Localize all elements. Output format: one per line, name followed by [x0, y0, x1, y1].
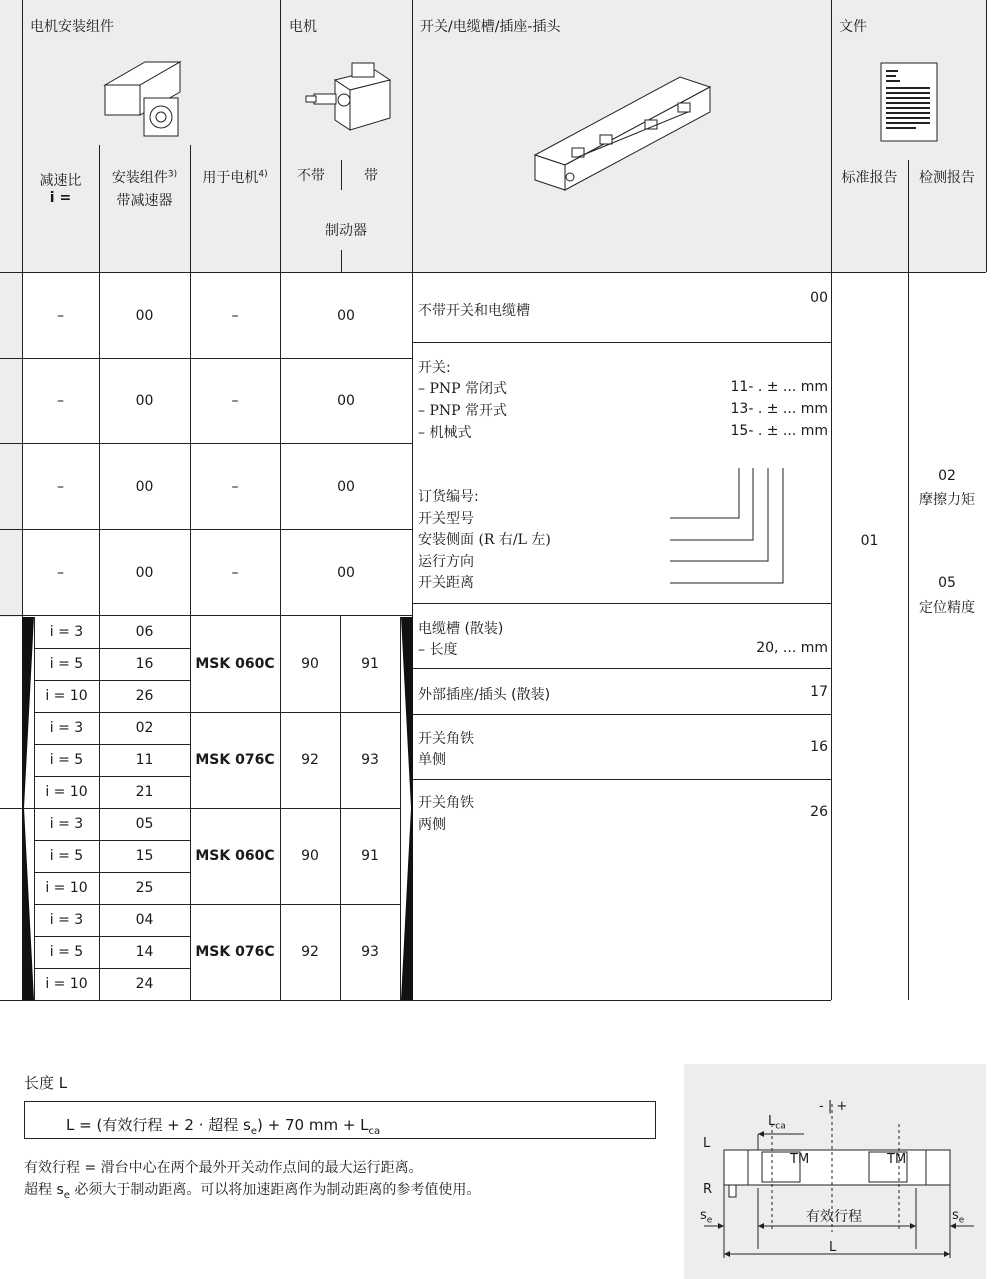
diagram-se-right: $s_e$ [952, 1208, 965, 1226]
gear-with: 93 [361, 752, 379, 768]
ratio-cell: – [57, 308, 64, 324]
kit-cell: 00 [135, 393, 154, 409]
diagram-L-bottom: L [829, 1240, 837, 1255]
diagram-tm-1: TM [790, 1152, 810, 1167]
header-without: 不带 [297, 168, 325, 184]
bracket2-title: 开关角铁 [418, 795, 474, 811]
diagram-se-left: $s_e$ [700, 1208, 713, 1226]
diagram-tm-2: TM [887, 1152, 907, 1167]
gear-ratio: i = 5 [49, 752, 84, 768]
gear-kit: 24 [135, 976, 154, 992]
header-motor: 电机 [289, 19, 317, 35]
switch-mech: – 机械式 [418, 425, 472, 441]
gear-motor: MSK 076C [195, 944, 275, 960]
order-code-leader-lines [665, 466, 795, 588]
ratio-cell: – [57, 565, 64, 581]
switch-mech-code: 15- . ± ... mm [730, 423, 828, 439]
kit-cell: 00 [135, 565, 154, 581]
brake-cell: 00 [337, 393, 355, 409]
header-with: 带 [364, 168, 378, 184]
motor-cell: – [231, 479, 239, 495]
left-stub-bg [0, 272, 22, 617]
order-side: 安装侧面 (R 右/L 左) [418, 532, 551, 548]
gear-kit: 15 [135, 848, 154, 864]
std-report-code: 01 [860, 533, 879, 549]
bracket1-code: 16 [810, 739, 828, 755]
header-mount-kit: 电机安装组件 [30, 19, 114, 35]
motor-illustration [300, 60, 400, 135]
gear-kit: 06 [135, 624, 154, 640]
length-title: 长度 L [24, 1074, 68, 1092]
cable-channel-length: – 长度 [418, 642, 458, 658]
gear-ratio: i = 3 [49, 624, 84, 640]
no-switch-code: 00 [810, 290, 828, 306]
switch-pnp-nc: – PNP 常闭式 [418, 381, 507, 397]
right-brace-shape [400, 617, 414, 1000]
ratio-cell: – [57, 479, 64, 495]
brake-cell: 00 [337, 565, 355, 581]
bracket1-title: 开关角铁 [418, 731, 474, 747]
header-ratio-i: i = [49, 190, 72, 206]
gear-ratio: i = 10 [45, 880, 88, 896]
switch-pnp-no-code: 13- . ± ... mm [730, 401, 828, 417]
gear-ratio: i = 3 [49, 816, 84, 832]
gear-with: 91 [361, 656, 379, 672]
header-docs: 文件 [839, 19, 867, 35]
switch-pnp-no: – PNP 常开式 [418, 403, 507, 419]
gear-kit: 14 [135, 944, 154, 960]
gear-ratio: i = 10 [45, 688, 88, 704]
gear-ratio: i = 10 [45, 976, 88, 992]
header-for-motor: 用于电机$^{4)}$ [202, 169, 268, 186]
switch-rail-illustration [530, 65, 720, 200]
header-kit-with-gear: 安装组件$^{3)}$ [111, 169, 178, 186]
socket-label: 外部插座/插头 (散装) [418, 687, 551, 703]
gear-without: 90 [301, 848, 319, 864]
mount-kit-illustration [100, 50, 190, 140]
length-formula: L = (有效行程 + 2 · 超程 $s_e) + 70$ mm + $L_{ca}$ [66, 1116, 381, 1137]
gear-ratio: i = 10 [45, 784, 88, 800]
no-switch-label: 不带开关和电缆槽 [418, 303, 530, 319]
length-note-1: 有效行程 = 滑台中心在两个最外开关动作点间的最大运行距离。 [24, 1160, 423, 1176]
test-report-label-2: 定位精度 [919, 600, 975, 616]
gear-without: 92 [301, 944, 319, 960]
brake-cell: 00 [337, 479, 355, 495]
header-ratio: 减速比 [39, 173, 82, 189]
motor-cell: – [231, 565, 239, 581]
document-icon [880, 62, 938, 142]
bracket1-sub: 单侧 [418, 752, 446, 768]
order-title: 订货编号: [418, 489, 479, 505]
diagram-effective: 有效行程 [806, 1209, 862, 1225]
order-dist: 开关距离 [418, 575, 474, 591]
test-report-code-1: 02 [938, 468, 956, 484]
diagram-R: R [703, 1182, 713, 1197]
gear-kit: 25 [135, 880, 154, 896]
kit-cell: 00 [135, 479, 154, 495]
gear-motor: MSK 060C [195, 848, 275, 864]
cable-channel-code: 20, ... mm [756, 640, 828, 656]
length-note-2: 超程 $s_e$ 必须大于制动距离。可以将加速距离作为制动距离的参考值使用。 [24, 1182, 481, 1201]
order-type: 开关型号 [418, 511, 474, 527]
gear-ratio: i = 5 [49, 848, 84, 864]
test-report-code-2: 05 [938, 575, 956, 591]
header-switch: 开关/电缆槽/插座-插头 [420, 19, 561, 35]
ratio-cell: – [57, 393, 64, 409]
left-brace-shape [22, 617, 36, 1000]
gear-ratio: i = 5 [49, 944, 84, 960]
gear-ratio: i = 3 [49, 720, 84, 736]
switch-pnp-nc-code: 11- . ± ... mm [730, 379, 828, 395]
diagram-minus-plus: - | + [819, 1099, 848, 1114]
gear-with: 93 [361, 944, 379, 960]
gear-kit: 16 [135, 656, 154, 672]
gear-kit: 04 [135, 912, 154, 928]
gear-ratio: i = 3 [49, 912, 84, 928]
header-std-report: 标准报告 [841, 170, 898, 186]
header-kit-gear-line2: 带减速器 [116, 193, 173, 209]
switch-title: 开关: [418, 360, 451, 376]
header-brake: 制动器 [325, 223, 367, 239]
gear-kit: 26 [135, 688, 154, 704]
gear-with: 91 [361, 848, 379, 864]
diagram-L-top: L [703, 1136, 711, 1151]
cable-channel-title: 电缆槽 (散装) [418, 621, 504, 637]
diagram-lca: $L_{ca}$ [768, 1114, 786, 1132]
gear-ratio: i = 5 [49, 656, 84, 672]
brake-cell: 00 [337, 308, 355, 324]
motor-cell: – [231, 308, 239, 324]
gear-without: 92 [301, 752, 319, 768]
test-report-label-1: 摩擦力矩 [919, 492, 975, 508]
motor-cell: – [231, 393, 239, 409]
bracket2-code: 26 [810, 804, 828, 820]
header-test-report: 检测报告 [919, 170, 975, 186]
gear-motor: MSK 060C [195, 656, 275, 672]
gear-kit: 11 [135, 752, 154, 768]
gear-kit: 05 [135, 816, 154, 832]
gear-kit: 21 [135, 784, 154, 800]
gear-motor: MSK 076C [195, 752, 275, 768]
gear-kit: 02 [135, 720, 154, 736]
bracket2-sub: 两侧 [418, 817, 446, 833]
gear-without: 90 [301, 656, 319, 672]
socket-code: 17 [810, 684, 828, 700]
order-dir: 运行方向 [418, 554, 474, 570]
kit-cell: 00 [135, 308, 154, 324]
